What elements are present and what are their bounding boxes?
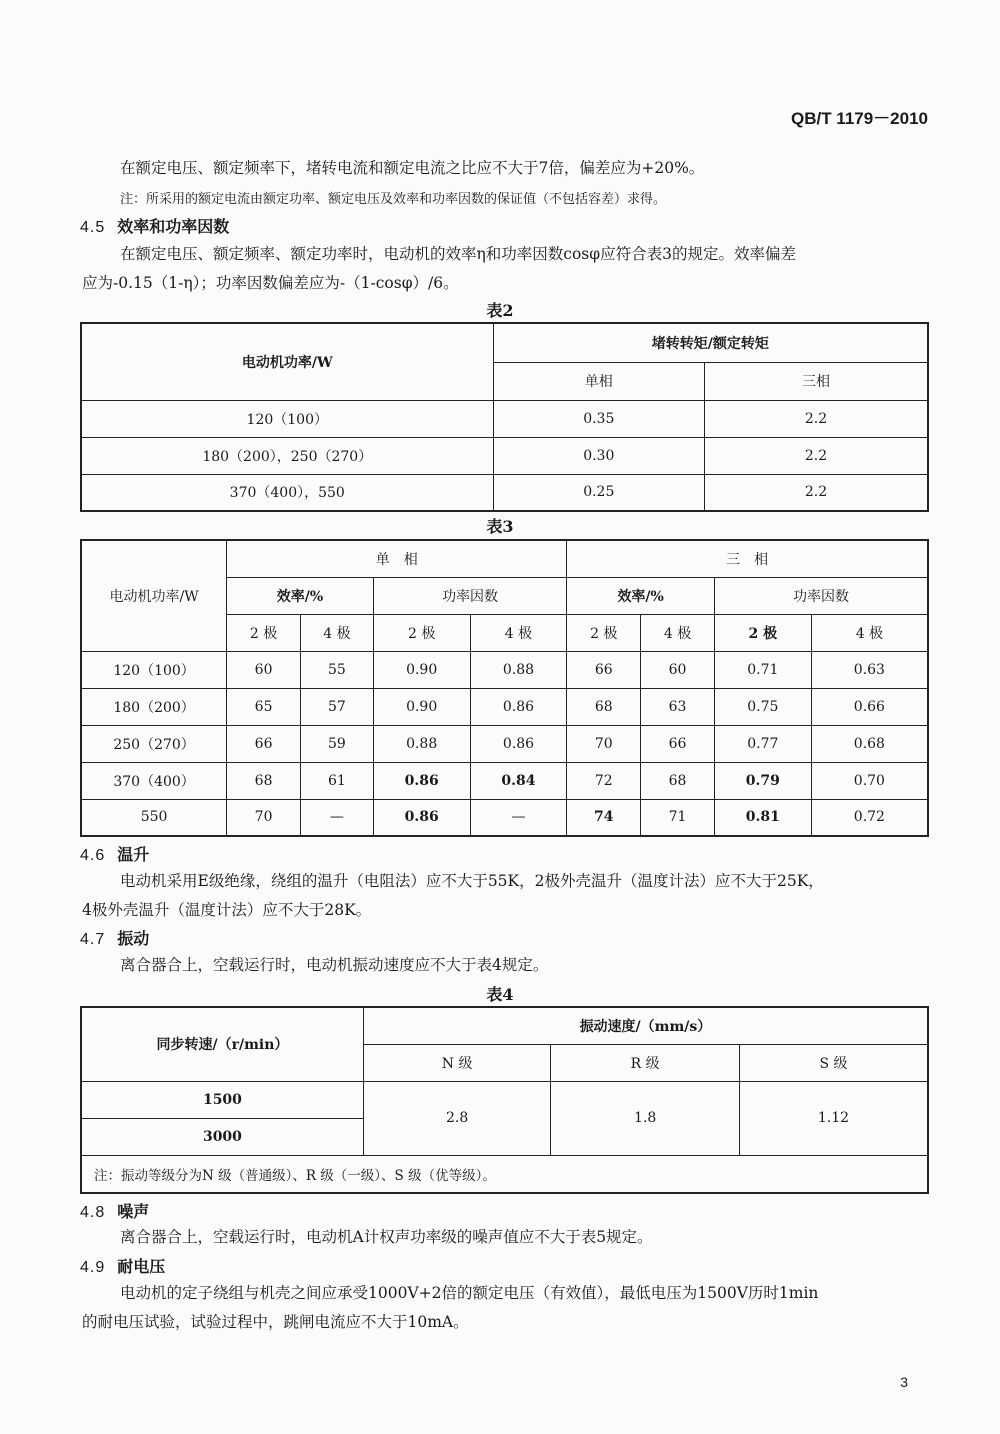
para-noise: 离合器合上，空载运行时，电动机A计权声功率级的噪声值应不大于表5规定。: [120, 1228, 653, 1246]
table3-header-power: 电动机功率/W: [81, 540, 227, 651]
table-cell: 0.86: [470, 725, 567, 762]
para-withstand-voltage-2: 的耐电压试验，试验过程中，跳闸电流应不大于10mA。: [82, 1313, 469, 1331]
table-cell: 0.35: [493, 400, 705, 437]
table4: [80, 1006, 929, 1194]
section-4-5: 4.5 效率和功率因数: [80, 217, 230, 236]
section-4-8: 4.8 噪声: [80, 1202, 150, 1221]
table4-header-vibration: 振动速度/（mm/s）: [363, 1007, 928, 1044]
table-cell: 2.2: [705, 400, 928, 437]
table-cell: 0.77: [714, 725, 811, 762]
table-cell: 180（200）: [81, 688, 227, 725]
table-cell: 0.86: [373, 799, 470, 836]
table-cell: 65: [227, 688, 301, 725]
table-cell: 0.90: [373, 651, 470, 688]
table3-header-single: 单 相: [227, 540, 567, 577]
table-cell: 71: [641, 799, 715, 836]
table-cell: —: [300, 799, 373, 836]
section-4-9: 4.9 耐电压: [80, 1257, 166, 1276]
table-cell: 70: [227, 799, 301, 836]
table4-header-n: N 级: [363, 1044, 551, 1081]
table-row: [81, 762, 928, 799]
para-temp-rise-2: 4极外壳温升（温度计法）应不大于28K。: [82, 901, 372, 919]
table3-pole: 4 极: [641, 614, 715, 651]
table-cell: 250（270）: [81, 725, 227, 762]
table3-caption: 表3: [486, 517, 514, 536]
table-cell: —: [470, 799, 567, 836]
table4-header-r: R 级: [551, 1044, 740, 1081]
table2-caption: 表2: [486, 301, 514, 320]
table-row: [81, 651, 928, 688]
table-cell: 0.88: [470, 651, 567, 688]
para-vibration: 离合器合上，空载运行时，电动机振动速度应不大于表4规定。: [120, 956, 549, 974]
table3-pole: 2 极: [714, 614, 811, 651]
table-cell: 70: [567, 725, 641, 762]
table4-header-s: S 级: [739, 1044, 928, 1081]
table-cell: 0.81: [714, 799, 811, 836]
table-cell: 0.88: [373, 725, 470, 762]
table3: [80, 539, 929, 837]
table-cell: 3000: [81, 1118, 363, 1155]
standard-code: QB/T 1179－2010: [790, 109, 928, 128]
table3-pole: 4 极: [300, 614, 373, 651]
table-cell: 68: [567, 688, 641, 725]
table-row: [81, 688, 928, 725]
para-efficiency-2: 应为-0.15（1-η）；功率因数偏差应为-（1-cosφ）/6。: [82, 274, 459, 292]
table-cell: 1.8: [551, 1081, 740, 1155]
table-cell: 2.2: [705, 474, 928, 511]
table-cell: 59: [300, 725, 373, 762]
table-cell: 0.90: [373, 688, 470, 725]
table4-header-speed: 同步转速/（r/min）: [81, 1007, 363, 1081]
table-cell: 0.84: [470, 762, 567, 799]
table-cell: 0.70: [811, 762, 928, 799]
table3-header-three: 三 相: [567, 540, 928, 577]
table3-pole: 2 极: [227, 614, 301, 651]
table-cell: 180（200），250（270）: [81, 437, 493, 474]
table-cell: 1500: [81, 1081, 363, 1118]
table-row: [81, 725, 928, 762]
table-cell: 120（100）: [81, 651, 227, 688]
para-efficiency-1: 在额定电压、额定频率、额定功率时，电动机的效率η和功率因数cosφ应符合表3的规定。效率偏差: [120, 245, 796, 263]
table-cell: 0.72: [811, 799, 928, 836]
table3-header-pf-single: 功率因数: [373, 577, 567, 614]
table-cell: 1.12: [739, 1081, 928, 1155]
table-cell: 0.30: [493, 437, 705, 474]
para-locked-current: 在额定电压、额定频率下，堵转电流和额定电流之比应不大于7倍，偏差应为+20%。: [120, 159, 705, 177]
table4-note: 注：振动等级分为N 级（普通级）、R 级（一级）、S 级（优等级）。: [81, 1155, 928, 1193]
table-cell: 0.66: [811, 688, 928, 725]
para-temp-rise-1: 电动机采用E级绝缘，绕组的温升（电阻法）应不大于55K，2极外壳温升（温度计法）应不大于25K，: [120, 872, 824, 890]
note-rated-current: 注：所采用的额定电流由额定功率、额定电压及效率和功率因数的保证值（不包括容差）求得。: [120, 192, 667, 207]
table-cell: 2.8: [363, 1081, 551, 1155]
table-cell: 55: [300, 651, 373, 688]
table-row: [81, 474, 928, 511]
table3-pole: 4 极: [811, 614, 928, 651]
table3-pole: 2 极: [567, 614, 641, 651]
table-cell: 370（400）: [81, 762, 227, 799]
table-cell: 0.71: [714, 651, 811, 688]
table-cell: 63: [641, 688, 715, 725]
table-row: [81, 1081, 928, 1118]
table-cell: 68: [641, 762, 715, 799]
table-cell: 66: [641, 725, 715, 762]
table-cell: 57: [300, 688, 373, 725]
para-withstand-voltage-1: 电动机的定子绕组与机壳之间应承受1000V+2倍的额定电压（有效值），最低电压为1500V历时1min: [120, 1284, 819, 1302]
table-cell: 0.86: [470, 688, 567, 725]
table3-header-eff-single: 效率/%: [227, 577, 374, 614]
table-cell: 2.2: [705, 437, 928, 474]
table3-header-pf-three: 功率因数: [714, 577, 928, 614]
table-cell: 0.63: [811, 651, 928, 688]
section-4-6: 4.6 温升: [80, 845, 150, 864]
table-cell: 370（400），550: [81, 474, 493, 511]
table-cell: 0.68: [811, 725, 928, 762]
table2-header-single: 单相: [493, 362, 705, 400]
table-cell: 60: [641, 651, 715, 688]
table-row: [81, 799, 928, 836]
table2-header-power: 电动机功率/W: [81, 323, 493, 400]
table-cell: 74: [567, 799, 641, 836]
table-cell: 66: [227, 725, 301, 762]
table-cell: 550: [81, 799, 227, 836]
table2-header-ratio: 堵转转矩/额定转矩: [493, 323, 928, 362]
table-cell: 0.25: [493, 474, 705, 511]
table2: [80, 322, 929, 512]
table-cell: 61: [300, 762, 373, 799]
table-cell: 60: [227, 651, 301, 688]
table-row: [81, 400, 928, 437]
table4-caption: 表4: [486, 985, 514, 1004]
table-cell: 66: [567, 651, 641, 688]
table-cell: 0.75: [714, 688, 811, 725]
table3-header-eff-three: 效率/%: [567, 577, 715, 614]
section-4-7: 4.7 振动: [80, 929, 150, 948]
table-cell: 0.86: [373, 762, 470, 799]
table2-header-three: 三相: [705, 362, 928, 400]
table-row: [81, 437, 928, 474]
table3-pole: 2 极: [373, 614, 470, 651]
table-cell: 0.79: [714, 762, 811, 799]
table-cell: 120（100）: [81, 400, 493, 437]
table-cell: 72: [567, 762, 641, 799]
table3-pole: 4 极: [470, 614, 567, 651]
page-number: 3: [900, 1374, 908, 1390]
table-cell: 68: [227, 762, 301, 799]
